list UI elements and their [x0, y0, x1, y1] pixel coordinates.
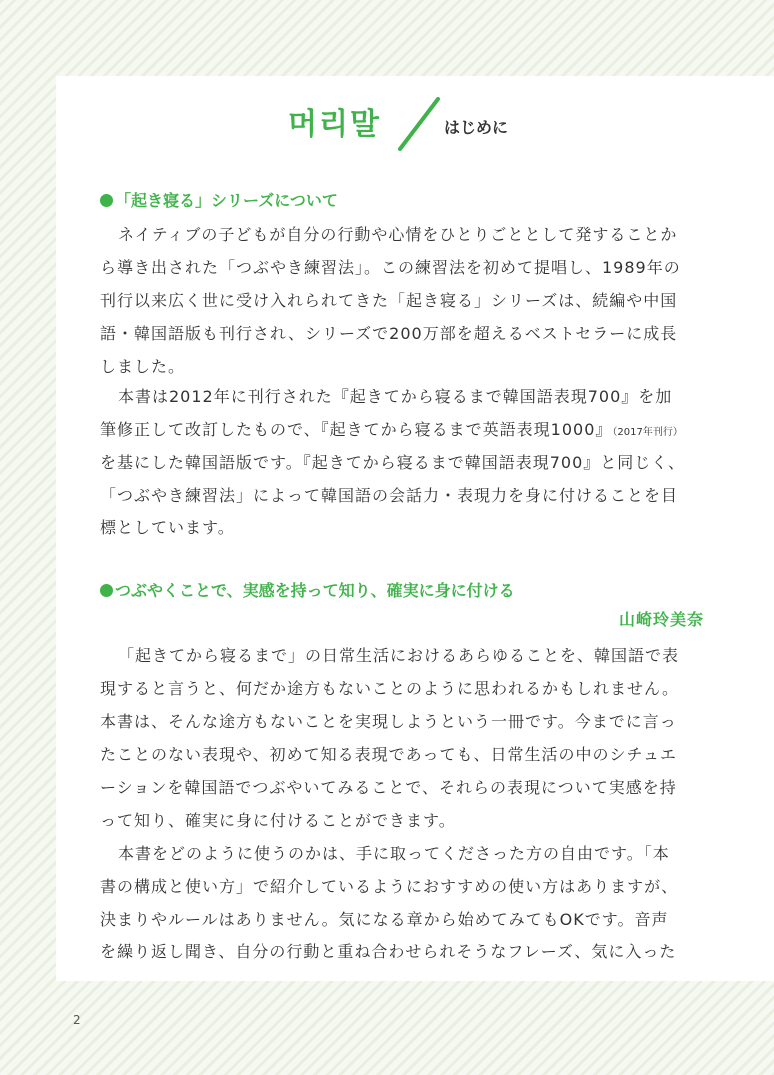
text-line: 本書は、そんな途方もないことを実現しようという一冊です。今までに言っ: [100, 712, 677, 731]
korean-title: 머리말: [288, 107, 381, 142]
text-line: って知り、確実に身に付けることができます。: [100, 811, 456, 830]
bullet-icon: [100, 194, 113, 207]
publication-note: （2017年刊行）: [612, 427, 683, 438]
text-line: 書の構成と使い方」で紹介しているようにおすすめの使い方はありますが、: [100, 877, 679, 896]
text-line: [100, 415, 704, 445]
page-number: 2: [73, 1013, 81, 1027]
text-line: 「起きてから寝るまで」の日常生活におけるあらゆることを、韓国語で表: [118, 646, 680, 665]
text-line: 「つぶやき練習法」によって韓国語の会話力・表現力を身に付けることを目: [100, 486, 679, 505]
section-title: つぶやくことで、実感を持って知り、確実に身に付ける: [115, 581, 515, 600]
author-name: 山崎玲美奈: [618, 610, 704, 629]
section-heading-series: [100, 189, 338, 213]
text-line: 標としています。: [100, 518, 235, 537]
text-segment: 筆修正して改訂したもので、『起きてから寝るまで英語表現1000』: [100, 420, 613, 439]
text-line: 語・韓国語版も刊行され、シリーズで200万部を超えるベストセラーに成長: [100, 324, 678, 343]
slash-divider-icon: [394, 95, 444, 153]
text-line: を繰り返し聞き、自分の行動と重ね合わせられそうなフレーズ、気に入った: [100, 942, 677, 961]
page-heading: [0, 95, 774, 155]
section-heading-murmur: [100, 579, 515, 603]
text-line: ーションを韓国語でつぶやいてみることで、それらの表現について実感を持: [100, 778, 677, 797]
text-line: 刊行以来広く世に受け入れられてきた「起き寝る」シリーズは、続編や中国: [100, 291, 678, 310]
section-title: 「起き寝る」シリーズについて: [115, 191, 338, 210]
text-line: ら導き出された「つぶやき練習法」。この練習法を初めて提唱し、1989年の: [100, 258, 681, 277]
text-line: ネイティブの子どもが自分の行動や心情をひとりごととして発することか: [118, 225, 678, 244]
text-line: たことのない表現や、初めて知る表現であっても、日常生活の中のシチュエ: [100, 745, 678, 764]
text-line: しました。: [100, 357, 186, 376]
bullet-icon: [100, 584, 113, 597]
text-line: 決まりやルールはありません。気になる章から始めてみてもOKです。音声: [100, 910, 669, 929]
text-line: 現すると言うと、何だか途方もないことのように思われるかもしれません。: [100, 679, 679, 698]
text-line: を基にした韓国語版です。『起きてから寝るまで韓国語表現700』と同じく、: [100, 453, 685, 472]
text-line: 本書は2012年に刊行された『起きてから寝るまで韓国語表現700』を加: [118, 387, 673, 406]
japanese-title: はじめに: [444, 118, 509, 137]
text-line: 本書をどのように使うのかは、手に取ってくださった方の自由です。「本: [118, 844, 670, 863]
